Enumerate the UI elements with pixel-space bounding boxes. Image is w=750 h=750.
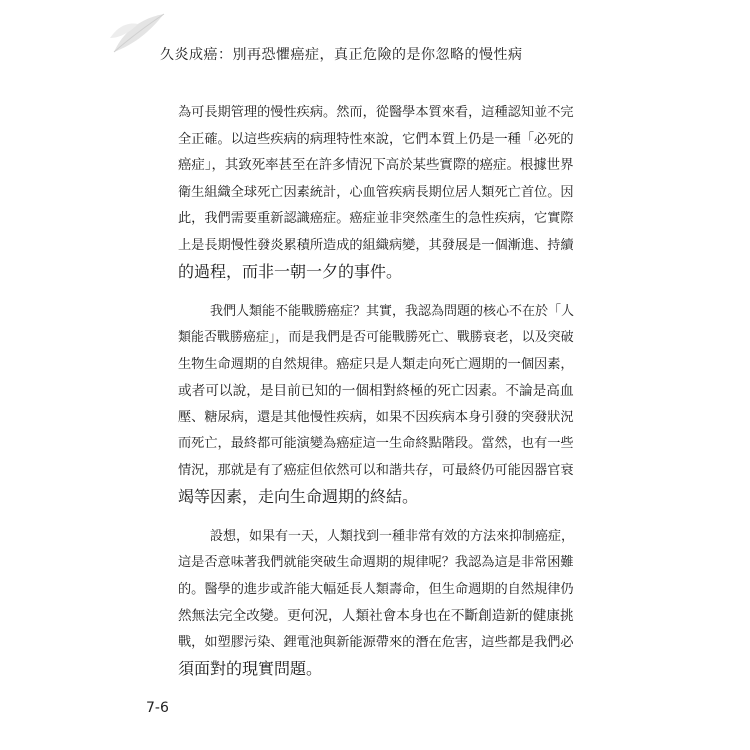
text-line: 然無法完全改變。更何況，人類社會本身也在不斷創造新的健康挑 bbox=[178, 608, 574, 624]
text-line: 衛生組織全球死亡因素統計，心血管疾病長期位居人類死亡首位。因 bbox=[178, 184, 574, 200]
text-line: 癌症」，其致死率甚至在許多情況下高於某些實際的癌症。根據世界 bbox=[178, 158, 574, 173]
text-line: 而死亡，最終都可能演變為癌症這一生命終點階段。當然，也有一些 bbox=[178, 436, 574, 451]
text-line: 設想，如果有一天，人類找到一種非常有效的方法來抑制癌症， bbox=[210, 528, 575, 544]
text-line: 生物生命週期的自然規律。癌症只是人類走向死亡週期的一個因素， bbox=[178, 356, 574, 372]
text-line: 上是長期慢性發炎累積所造成的組織病變，其發展是一個漸進、持續 bbox=[178, 237, 574, 253]
text-line: 戰，如塑膠污染、鋰電池與新能源帶來的潛在危害，這些都是我們必 bbox=[178, 634, 574, 650]
paragraph-2 bbox=[178, 299, 574, 511]
text-line: 的。醫學的進步或許能大幅延長人類壽命，但生命週期的自然規律仍 bbox=[178, 581, 574, 597]
text-line: 我們人類能不能戰勝癌症？其實，我認為問題的核心不在於「人 bbox=[210, 303, 575, 319]
text-line: 情況，那就是有了癌症但依然可以和諧共存，可最終仍可能因器官衰 bbox=[178, 462, 574, 478]
text-line: 或者可以說，是目前已知的一個相對終極的死亡因素。不論是高血 bbox=[178, 383, 574, 399]
paragraph-1 bbox=[178, 100, 574, 286]
text-line: 壓、糖尿病，還是其他慢性疾病，如果不因疾病本身引發的突發狀況 bbox=[178, 409, 574, 425]
text-line: 類能否戰勝癌症」，而是我們是否可能戰勝死亡、戰勝衰老，以及突破 bbox=[178, 330, 574, 345]
paragraph-3 bbox=[178, 524, 574, 683]
text-line: 為可長期管理的慢性疾病。然而，從醫學本質來看，這種認知並不完 bbox=[178, 105, 574, 120]
text-line: 的過程，而非一朝一夕的事件。 bbox=[178, 262, 403, 281]
text-line: 這是否意味著我們就能突破生命週期的規律呢？我認為這是非常困難 bbox=[178, 555, 574, 570]
page-number: 7-6 bbox=[146, 700, 169, 716]
leaf-ornament-icon bbox=[108, 8, 168, 58]
text-line: 竭等因素，走向生命週期的終結。 bbox=[178, 487, 419, 506]
text-line: 須面對的現實問題。 bbox=[178, 659, 323, 678]
text-line: 此，我們需要重新認識癌症。癌症並非突然產生的急性疾病，它實際 bbox=[178, 211, 574, 226]
body-text bbox=[178, 100, 574, 683]
text-line: 全正確。以這些疾病的病理特性來說，它們本質上仍是一種「必死的 bbox=[178, 131, 574, 147]
running-header: 久炎成癌：別再恐懼癌症，真正危險的是你忽略的慢性病 bbox=[160, 47, 523, 63]
